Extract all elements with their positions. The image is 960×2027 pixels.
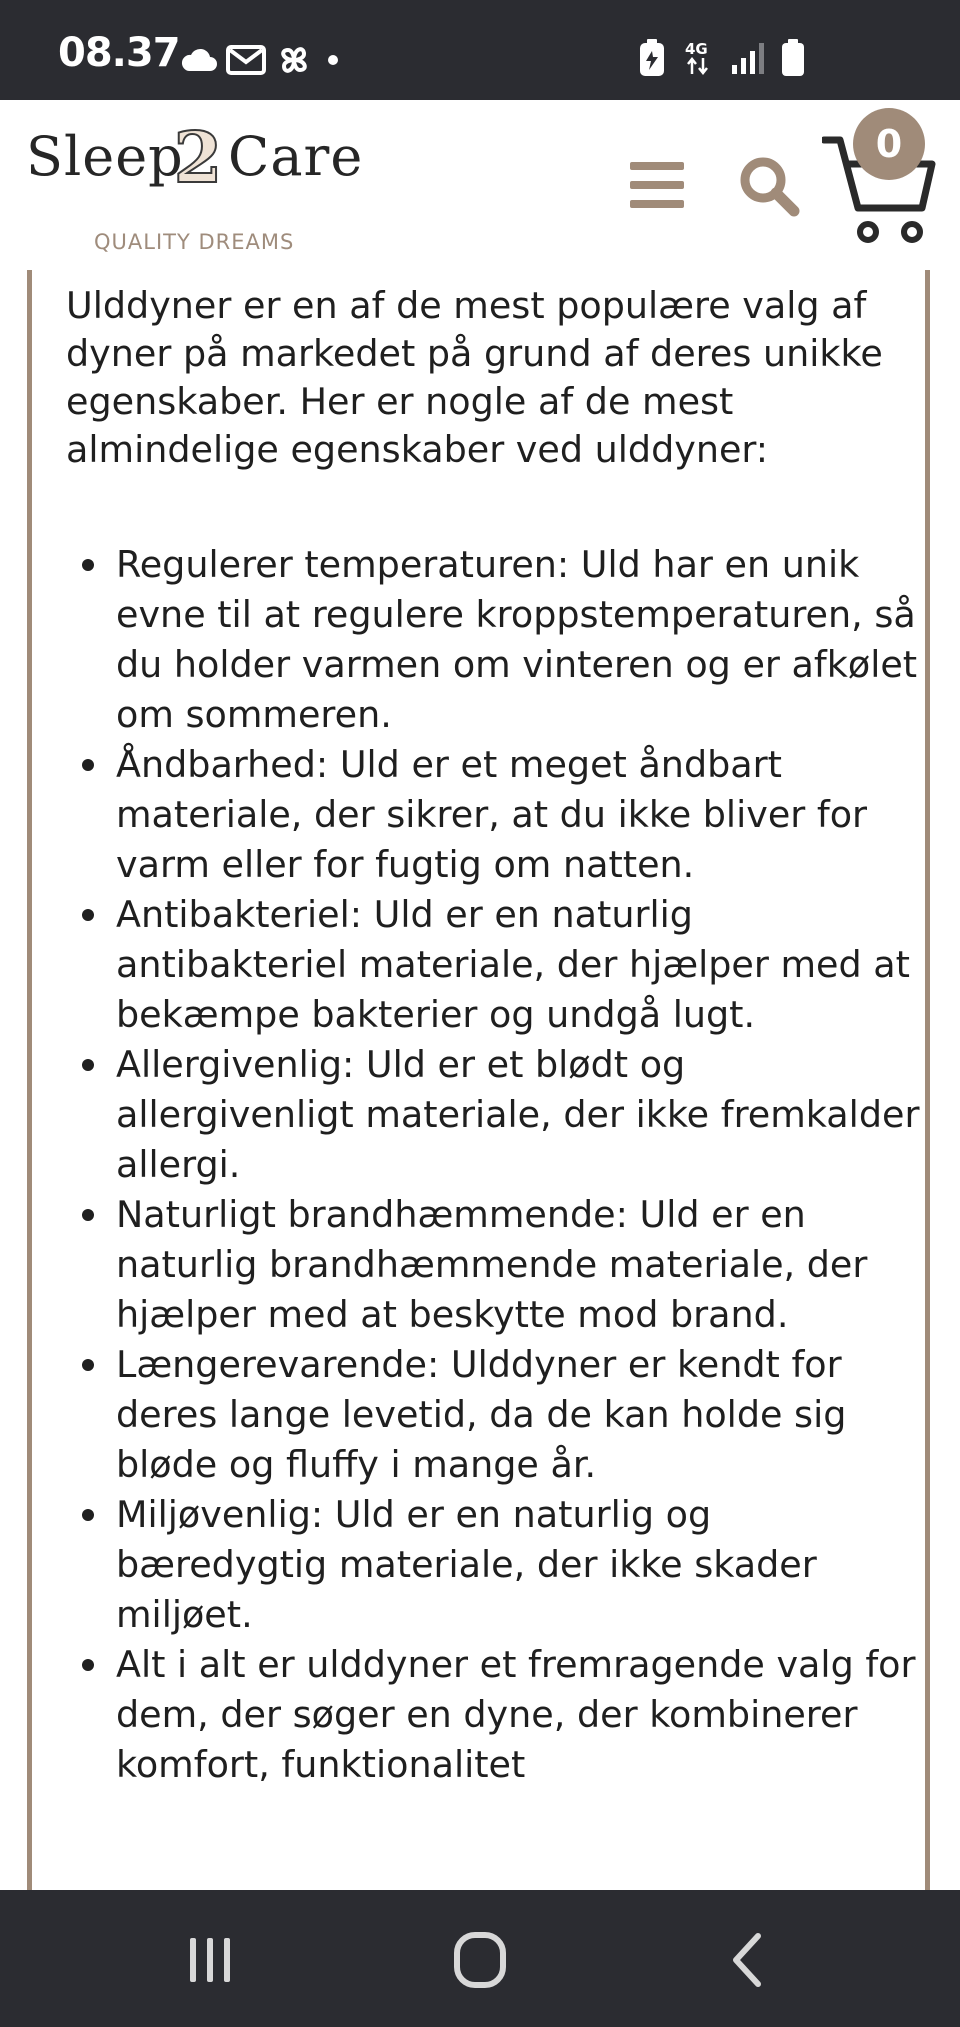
bullet-icon: [82, 1359, 94, 1371]
bullet-icon: [82, 1659, 94, 1671]
dot-icon: [322, 49, 344, 71]
battery-saver-icon: [639, 39, 665, 77]
bullet-icon: [82, 559, 94, 571]
list-item-text: Naturligt brandhæmmende: Uld er en naturlig brandhæmmende materiale, der hjælper med at beskytte mod brand.: [116, 1193, 868, 1336]
list-item-text: Allergivenlig: Uld er et blødt og allergivenligt materiale, der ikke fremkalder allergi.: [116, 1043, 920, 1186]
svg-text:2: 2: [173, 124, 223, 194]
article-content: [27, 270, 930, 1890]
mail-icon: [226, 45, 266, 75]
logo-word-sleep: Sleep: [26, 125, 184, 188]
bullet-icon: [82, 1509, 94, 1521]
status-bar: [0, 0, 960, 100]
list-item: [66, 1040, 926, 1190]
recent-apps-icon: [170, 1930, 250, 1990]
article-intro: Ulddyner er en af de mest populære valg af dyner på markedet på grund af deres unikke egenskaber. Her er nogle af de mest almindelige egenskaber ved ulddyner:: [66, 284, 883, 471]
site-header: [0, 100, 960, 270]
status-time: 08.37: [58, 30, 180, 76]
list-item-text: Længerevarende: Ulddyner er kendt for deres lange levetid, da de kan holde sig bløde og fluffy i mange år.: [116, 1343, 847, 1486]
list-item-text: Miljøvenlig: Uld er en naturlig og bæredygtig materiale, der ikke skader miljøet.: [116, 1493, 817, 1636]
home-button[interactable]: [440, 1930, 520, 1990]
recent-apps-button[interactable]: [170, 1930, 250, 1990]
svg-text:4G: 4G: [685, 40, 708, 58]
bullet-icon: [82, 1059, 94, 1071]
network-4g-icon: [681, 38, 715, 78]
feature-list: [66, 540, 926, 1790]
back-icon: [710, 1930, 790, 1990]
site-logo[interactable]: [26, 124, 364, 254]
list-item-text: Åndbarhed: Uld er et meget åndbart materiale, der sikrer, at du ikke bliver for varm eller for fugtig om natten.: [116, 743, 868, 886]
list-item: [66, 1340, 926, 1490]
pinwheel-icon: [274, 40, 314, 80]
bullet-icon: [82, 1209, 94, 1221]
cart-count-badge: 0: [853, 108, 925, 180]
logo-word-care: Care: [228, 125, 364, 188]
list-item: [66, 740, 926, 890]
list-item: [66, 1640, 926, 1790]
list-item: [66, 1190, 926, 1340]
search-button[interactable]: [738, 155, 800, 217]
bullet-icon: [82, 759, 94, 771]
bullet-icon: [82, 909, 94, 921]
list-item: [66, 890, 926, 1040]
status-right-icons: [639, 36, 805, 80]
home-icon: [440, 1930, 520, 1990]
signal-icon: [731, 41, 765, 75]
list-item: [66, 540, 926, 740]
logo-tagline: QUALITY DREAMS: [94, 230, 295, 254]
list-item: [66, 1490, 926, 1640]
list-item-text: Alt i alt er ulddyner et fremragende valg for dem, der søger en dyne, der kombinerer komfort, funktionalitet: [116, 1643, 916, 1786]
logo-numeral-two: [166, 124, 230, 194]
cloud-icon: [180, 47, 218, 73]
status-left-icons: [180, 40, 344, 80]
list-item-text: Antibakteriel: Uld er en naturlig antibakteriel materiale, der hjælper med at bekæmpe bakterier og undgå lugt.: [116, 893, 910, 1036]
system-nav-bar: [0, 1890, 960, 2027]
menu-icon: [630, 162, 684, 208]
menu-button[interactable]: [630, 162, 684, 208]
back-button[interactable]: [710, 1930, 790, 1990]
battery-icon: [781, 39, 805, 77]
list-item-text: Regulerer temperaturen: Uld har en unik evne til at regulere kroppstemperaturen, så du holder varmen om vinteren og er afkølet om sommeren.: [116, 543, 918, 736]
search-icon: [738, 155, 800, 217]
